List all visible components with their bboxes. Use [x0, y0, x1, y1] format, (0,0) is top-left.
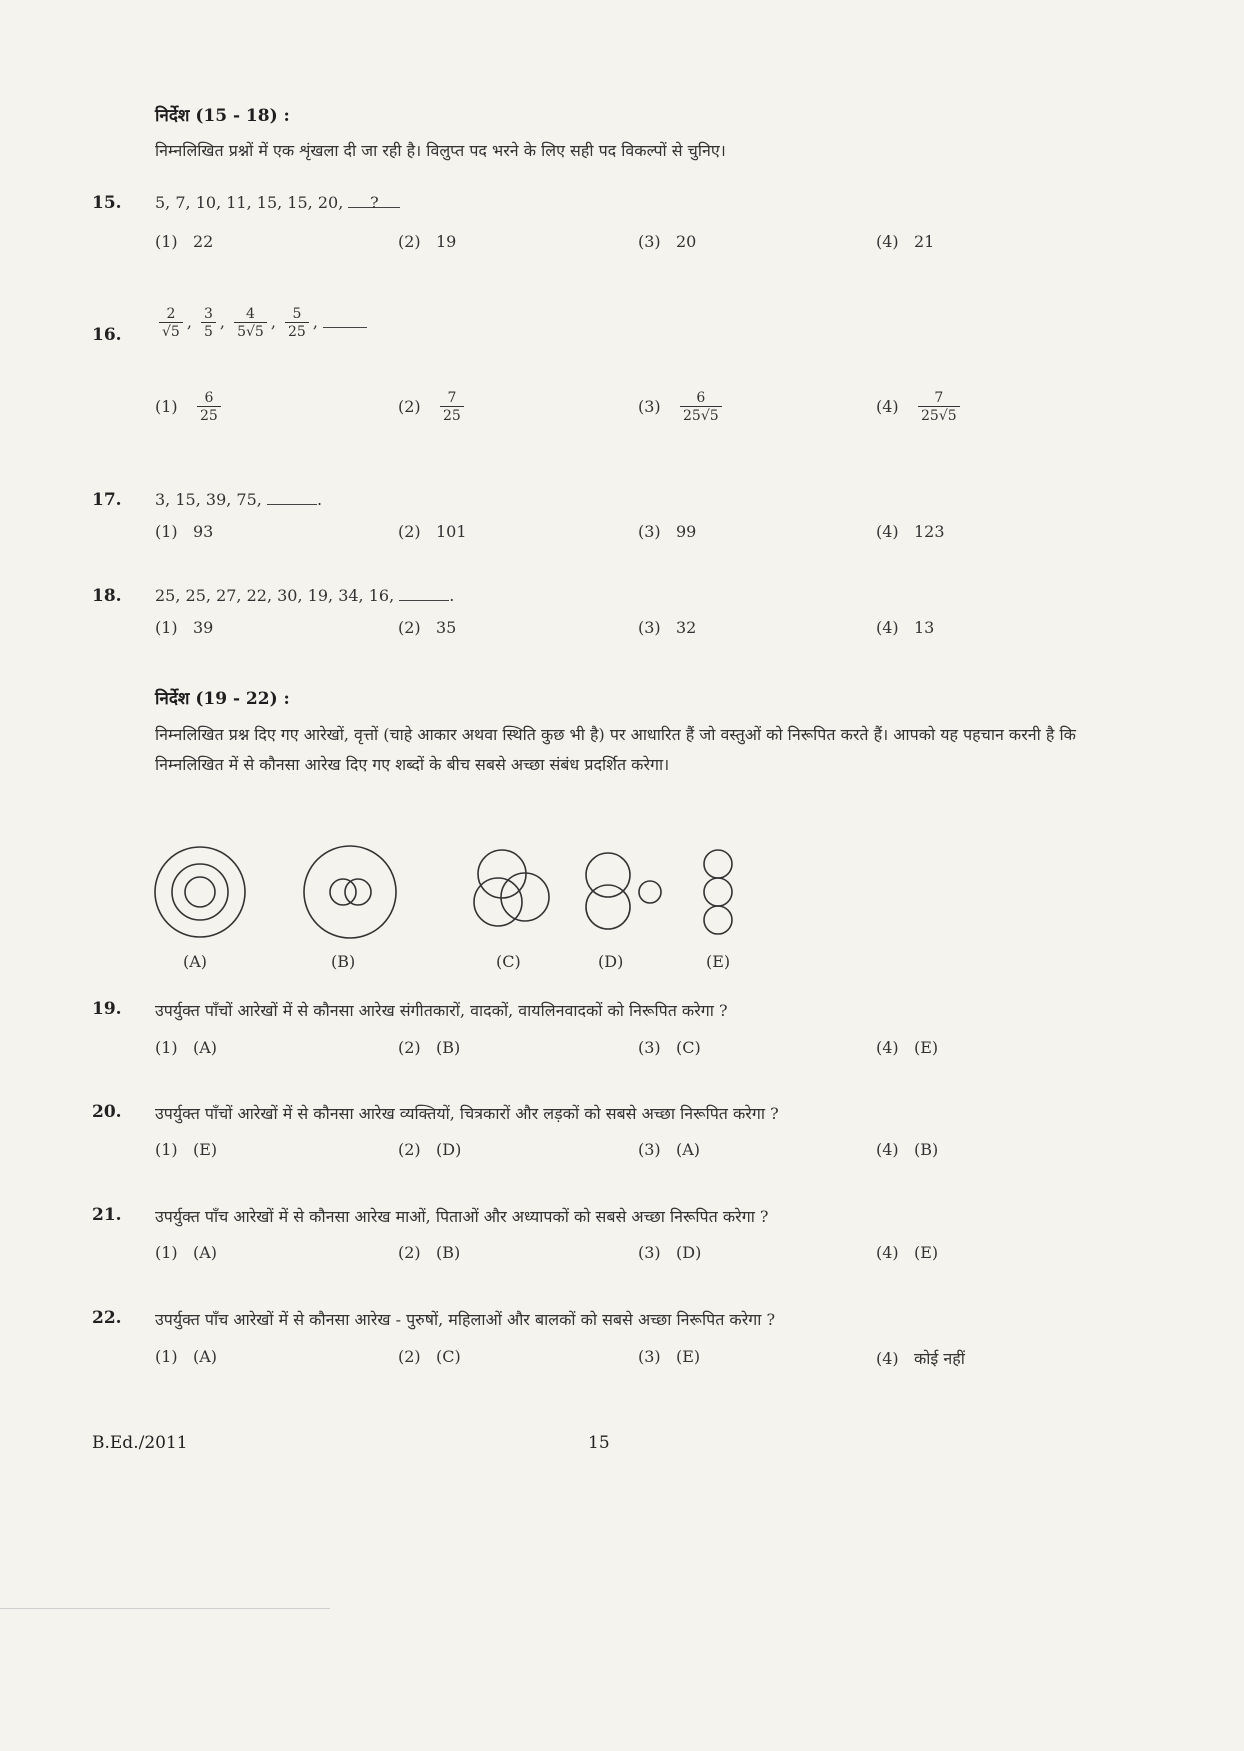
option-number: (2) [398, 396, 421, 416]
option[interactable] [155, 1038, 217, 1057]
diagram-label-d: (D) [598, 952, 624, 971]
option-number: (3) [638, 1038, 661, 1057]
section-heading-15-18: निर्देश (15 - 18) : [155, 106, 290, 126]
section-heading-19-22: निर्देश (19 - 22) : [155, 689, 290, 709]
option[interactable] [398, 1347, 461, 1366]
option[interactable] [155, 1347, 217, 1366]
option-number: (2) [398, 618, 421, 637]
series-terms: 3, 15, 39, 75, [155, 490, 262, 509]
series-blank [267, 490, 317, 505]
option[interactable] [155, 232, 213, 251]
section-instruction-19-22: निम्नलिखित प्रश्न दिए गए आरेखों, वृत्तों (चाहे आकार अथवा स्थिति कुछ भी है) पर आधारित हैं जो वस्तुओं को निरूपित करते हैं। आपको यह पहचान करनी है कि निम्नलिखित में से कौनसा आरेख दिए गए शब्दों के बीच सबसे अच्छा संबंध प्रदर्शित करेगा। [155, 725, 1076, 774]
option-value: (C) [676, 1038, 701, 1057]
diagram-d-two-overlapping-one-separate [578, 842, 668, 942]
option-value: 13 [914, 618, 935, 637]
option-value: (E) [676, 1347, 701, 1366]
option-number: (2) [398, 522, 421, 541]
option-number: (4) [876, 522, 899, 541]
option-number: (1) [155, 522, 178, 541]
fraction-term: $\frac{5}{25}$ [285, 306, 309, 340]
option-number: (1) [155, 1038, 178, 1057]
question-number: 15. [92, 193, 122, 213]
question-number: 19. [92, 999, 122, 1019]
diagram-c-three-overlapping-circles [470, 842, 560, 942]
option-fraction: $\frac{7}{25√5}$ [918, 390, 960, 424]
option-number: (1) [155, 1140, 178, 1159]
option-number: (4) [876, 1349, 899, 1368]
diagram-label-a: (A) [183, 952, 208, 971]
option-number: (3) [638, 1243, 661, 1262]
option-number: (3) [638, 396, 661, 416]
option[interactable] [398, 232, 456, 251]
option[interactable] [398, 1140, 461, 1159]
option-value: 19 [436, 232, 457, 251]
option-fraction: $\frac{6}{25√5}$ [680, 390, 722, 424]
option-value: (A) [676, 1140, 701, 1159]
option-number: (3) [638, 618, 661, 637]
option-value: 35 [436, 618, 457, 637]
option-number: (4) [876, 1140, 899, 1159]
option-value: (B) [436, 1038, 461, 1057]
option-value: 39 [193, 618, 214, 637]
diagram-label-e: (E) [706, 952, 731, 971]
question-number: 17. [92, 490, 122, 510]
option-number: (4) [876, 1038, 899, 1057]
question-series [155, 193, 400, 212]
option-number: (1) [155, 1347, 178, 1366]
option[interactable] [638, 618, 696, 637]
divider [0, 1608, 330, 1609]
option[interactable] [638, 232, 696, 251]
question-number: 22. [92, 1308, 122, 1328]
option-value: 20 [676, 232, 697, 251]
option[interactable] [876, 522, 945, 541]
option-value: (E) [914, 1038, 939, 1057]
option-number: (4) [876, 618, 899, 637]
option[interactable] [155, 1140, 217, 1159]
option[interactable] [876, 1038, 938, 1057]
option-number: (2) [398, 232, 421, 251]
option-value: (E) [193, 1140, 218, 1159]
option[interactable] [155, 1243, 217, 1262]
option[interactable] [155, 618, 213, 637]
fraction-term: $\frac{3}{5}$ [201, 306, 216, 340]
series-blank: ? [348, 193, 400, 208]
option-number: (3) [638, 1347, 661, 1366]
diagram-e-three-stacked-circles [698, 848, 738, 944]
section-instruction-15-18: निम्नलिखित प्रश्नों में एक शृंखला दी जा रही है। विलुप्त पद भरने के लिए सही पद विकल्पों से चुनिए। [155, 141, 726, 160]
option-number: (1) [155, 396, 178, 416]
exam-code: B.Ed./2011 [92, 1433, 188, 1453]
option[interactable] [398, 618, 456, 637]
option-number: (2) [398, 1243, 421, 1262]
option-number: (1) [155, 618, 178, 637]
option[interactable] [876, 1140, 938, 1159]
question-series: 25, 25, 27, 22, 30, 19, 34, 16, . [155, 586, 455, 605]
question-number: 21. [92, 1205, 122, 1225]
option-value: (A) [193, 1347, 218, 1366]
option-value: 22 [193, 232, 214, 251]
diagram-b-two-circles-in-circle [300, 842, 400, 942]
option[interactable] [398, 1243, 460, 1262]
page-number: 15 [588, 1433, 610, 1453]
option-number: (1) [155, 232, 178, 251]
option-number: (2) [398, 1038, 421, 1057]
option-number: (3) [638, 522, 661, 541]
option-value: 21 [914, 232, 935, 251]
option-value: 101 [436, 522, 467, 541]
option-number: (1) [155, 1243, 178, 1262]
option-fraction: $\frac{7}{25}$ [440, 390, 464, 424]
question-number: 16. [92, 325, 122, 345]
diagram-label-b: (B) [331, 952, 356, 971]
option[interactable] [876, 618, 934, 637]
option-value: (B) [436, 1243, 461, 1262]
option[interactable] [876, 390, 964, 424]
option[interactable] [398, 1038, 460, 1057]
question-text: उपर्युक्त पाँच आरेखों में से कौनसा आरेख माओं, पिताओं और अध्यापकों को सबसे अच्छा निरूपित करेगा ? [155, 1207, 769, 1226]
option[interactable] [638, 1243, 701, 1262]
question-text: उपर्युक्त पाँचों आरेखों में से कौनसा आरेख व्यक्तियों, चित्रकारों और लड़कों को सबसे अच्छा निरूपित करेगा ? [155, 1104, 779, 1123]
option[interactable] [638, 1347, 700, 1366]
fraction-term: $\frac{2}{√5}$ [159, 306, 183, 340]
option-value: 32 [676, 618, 697, 637]
series-blank [399, 586, 449, 601]
option-number: (4) [876, 396, 899, 416]
question-number: 20. [92, 1102, 122, 1122]
option[interactable] [398, 390, 468, 424]
question-series: $\frac{2}{√5}$ , $\frac{3}{5}$ , $\frac{4}{5√5}$ , $\frac{5}{25}$ , [155, 306, 367, 340]
option-number: (4) [876, 1243, 899, 1262]
option-value: 123 [914, 522, 945, 541]
series-blank [323, 313, 367, 328]
question-series: 3, 15, 39, 75, . [155, 490, 323, 509]
option-value: (C) [436, 1347, 461, 1366]
option[interactable] [638, 1038, 701, 1057]
option-value: कोई नहीं [914, 1349, 965, 1368]
option-value: 99 [676, 522, 697, 541]
option[interactable] [638, 522, 696, 541]
option[interactable] [398, 522, 467, 541]
option-fraction: $\frac{6}{25}$ [197, 390, 221, 424]
option-value: (B) [914, 1140, 939, 1159]
question-number: 18. [92, 586, 122, 606]
option[interactable] [876, 1243, 938, 1262]
option-number: (3) [638, 1140, 661, 1159]
option[interactable] [155, 390, 225, 424]
question-text: उपर्युक्त पाँच आरेखों में से कौनसा आरेख - पुरुषों, महिलाओं और बालकों को सबसे अच्छा निरूपित करेगा ? [155, 1310, 776, 1329]
option-value: (A) [193, 1243, 218, 1262]
option-value: 93 [193, 522, 214, 541]
option[interactable] [155, 522, 213, 541]
option-value: (D) [676, 1243, 702, 1262]
option[interactable] [876, 1347, 965, 1369]
option-number: (2) [398, 1140, 421, 1159]
diagram-label-c: (C) [496, 952, 521, 971]
option[interactable] [638, 390, 726, 424]
series-terms: 25, 25, 27, 22, 30, 19, 34, 16, [155, 586, 395, 605]
fraction-term: $\frac{4}{5√5}$ [234, 306, 267, 340]
option-number: (4) [876, 232, 899, 251]
option[interactable] [876, 232, 934, 251]
option[interactable] [638, 1140, 700, 1159]
question-text: उपर्युक्त पाँचों आरेखों में से कौनसा आरेख संगीतकारों, वादकों, वायलिनवादकों को निरूपित करेगा ? [155, 1001, 728, 1020]
option-number: (3) [638, 232, 661, 251]
series-terms: 5, 7, 10, 11, 15, 15, 20, [155, 193, 344, 212]
option-value: (A) [193, 1038, 218, 1057]
option-value: (E) [914, 1243, 939, 1262]
option-number: (2) [398, 1347, 421, 1366]
diagram-a-concentric-circles [150, 842, 250, 942]
option-value: (D) [436, 1140, 462, 1159]
